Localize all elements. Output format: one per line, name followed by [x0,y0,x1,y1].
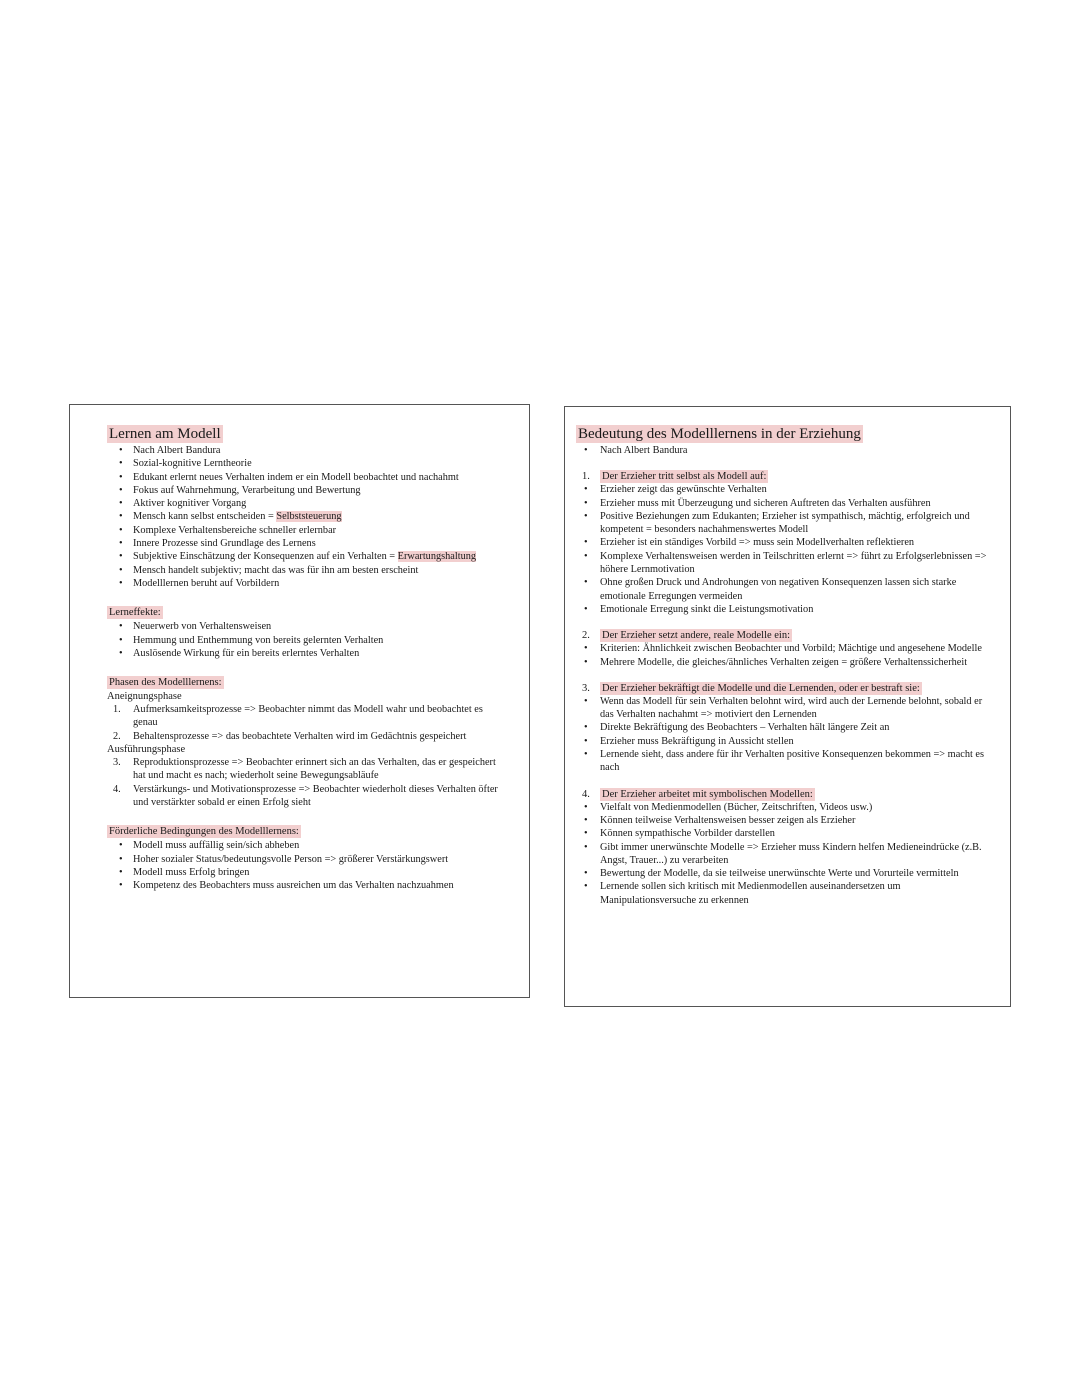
item-text: Mensch kann selbst entscheiden = [133,511,277,523]
section-list [576,483,990,616]
section-heading-text: Der Erzieher tritt selbst als Modell auf: [602,471,767,483]
section-heading-text: Der Erzieher arbeitet mit symbolischen Modellen: [602,788,813,800]
section-number: 1. [582,471,590,483]
list-item: • Edukant erlernt neues Verhalten indem er ein Modell beobachtet und nachahmt [107,471,509,484]
ausfuehrung-list [107,756,509,809]
list-item: • Komplexe Verhaltensweisen werden in Teilschritten erlernt => führt zu Erfolgserlebnissen => höhere Lernmotivation [576,550,990,577]
list-item: • Nach Albert Bandura [107,444,509,457]
list-item: • Erzieher zeigt das gewünschte Verhalten [576,483,990,496]
item-number: 3. [113,757,121,769]
section-heading [576,470,990,483]
aneignung-list [107,703,509,743]
list-item [107,510,509,523]
list-item: • Modell muss auffällig sein/sich abheben [107,839,509,852]
item-text: Subjektive Einschätzung der Konsequenzen auf ein Verhalten = [133,551,398,563]
item-text: Aufmerksamkeitsprozesse => Beobachter nimmt das Modell wahr und beobachtet es genau [133,704,483,729]
list-item: • Lernende sollen sich kritisch mit Medienmodellen auseinandersetzen um Manipulationsversuche zu erkennen [576,880,990,907]
section-number: 4. [582,788,590,800]
left-title: Lernen am Modell [109,426,221,442]
lerneffekte-heading: Lerneffekte: [109,607,161,619]
intro-list [107,444,509,590]
section-4 [576,788,990,907]
list-item: • Komplexe Verhaltensbereiche schneller erlernbar [107,524,509,537]
aneignungsphase-label: Aneignungsphase [107,691,182,703]
item-text: Behaltensprozesse => das beobachtete Verhalten wird im Gedächtnis gespeichert [133,730,467,742]
item-number: 1. [113,704,121,716]
list-item: • Mensch handelt subjektiv; macht das was für ihn am besten erscheint [107,564,509,577]
list-item: • Kriterien: Ähnlichkeit zwischen Beobachter und Vorbild; Mächtige und angesehene Modelle [576,642,990,655]
list-item: • Direkte Bekräftigung des Beobachters – Verhalten hält längere Zeit an [576,721,990,734]
list-item: • Positive Beziehungen zum Edukanten; Erzieher ist sympathisch, mächtig, erfolgreich und kompetent = besonders nachahmenswertes Modell [576,510,990,537]
section-heading [576,682,990,695]
list-item: • Hemmung und Enthemmung von bereits gelernten Verhalten [107,634,509,647]
list-item: • Modelllernen beruht auf Vorbildern [107,577,509,590]
list-item: • Bewertung der Modelle, da sie teilweise unerwünschte Werte und Vorurteile vermitteln [576,867,990,880]
list-item [107,756,509,783]
list-item: • Vielfalt von Medienmodellen (Bücher, Zeitschriften, Videos usw.) [576,801,990,814]
section-number: 2. [582,630,590,642]
phasen-heading: Phasen des Modelllernens: [109,677,222,689]
section-list [576,642,990,669]
section-1 [576,470,990,616]
highlight-erwartungshaltung: Erwartungshaltung [397,551,477,563]
list-item: • Kompetenz des Beobachters muss ausreichen um das Verhalten nachzuahmen [107,879,509,892]
list-item: • Erzieher muss Bekräftigung in Aussicht stellen [576,735,990,748]
section-heading-text: Der Erzieher setzt andere, reale Modelle ein: [602,630,791,642]
item-text: Verstärkungs- und Motivationsprozesse => Beobachter wiederholt dieses Verhalten öfter und verstärkter sobald er einen Erfolg sieht [133,783,498,808]
list-item: • Neuerwerb von Verhaltensweisen [107,620,509,633]
section-list [576,801,990,907]
right-intro-list [576,444,990,457]
list-item: • Wenn das Modell für sein Verhalten belohnt wird, wird auch der Lernende belohnt, sobald er das Verhalten nachahmt => motiviert den Lernenden [576,695,990,722]
item-text: Reproduktionsprozesse => Beobachter erinnert sich an das Verhalten, das er gespeichert hat und macht es nach; wiederholt seine Bewegungsabläufe [133,757,496,782]
bedingungen-heading: Förderliche Bedingungen des Modelllernens: [109,826,299,838]
list-item: • Emotionale Erregung sinkt die Leistungsmotivation [576,603,990,616]
section-heading-text: Der Erzieher bekräftigt die Modelle und die Lernenden, oder er bestraft sie: [602,682,920,694]
list-item: • Erzieher ist ein ständiges Vorbild => muss sein Modellverhalten reflektieren [576,536,990,549]
list-item: • Sozial-kognitive Lerntheorie [107,457,509,470]
list-item [107,703,509,730]
bedingungen-list [107,839,509,892]
list-item [107,550,509,563]
list-item [107,783,509,810]
list-item: • Lernende sieht, dass andere für ihr Verhalten positive Konsequenzen bekommen => macht es nach [576,748,990,775]
list-item: • Modell muss Erfolg bringen [107,866,509,879]
list-item: • Fokus auf Wahrnehmung, Verarbeitung und Bewertung [107,484,509,497]
list-item: • Nach Albert Bandura [576,444,990,457]
list-item [107,730,509,743]
list-item: • Können sympathische Vorbilder darstellen [576,827,990,840]
list-item: • Auslösende Wirkung für ein bereits erlerntes Verhalten [107,647,509,660]
highlight-selbststeuerung: Selbststeuerung [276,511,342,523]
item-number: 4. [113,783,121,795]
section-number: 3. [582,682,590,694]
item-number: 2. [113,730,121,742]
right-page-card [564,406,1011,1007]
section-list [576,695,990,775]
section-heading [576,629,990,642]
list-item: • Mehrere Modelle, die gleiches/ähnliches Verhalten zeigen = größere Verhaltenssicherheit [576,656,990,669]
list-item: • Erzieher muss mit Überzeugung und sicheren Auftreten das Verhalten ausführen [576,497,990,510]
section-2 [576,629,990,669]
list-item: • Aktiver kognitiver Vorgang [107,497,509,510]
section-heading [576,788,990,801]
list-item: • Gibt immer unerwünschte Modelle => Erzieher muss Kindern helfen Medieneindrücke (z.B. Angst, Trauer...) zu verarbeiten [576,841,990,868]
list-item: • Innere Prozesse sind Grundlage des Lernens [107,537,509,550]
list-item: • Ohne großen Druck und Androhungen von negativen Konsequenzen lassen sich starke emotionale Erregungen vermeiden [576,576,990,603]
ausfuehrungsphase-label: Ausführungsphase [107,744,186,756]
lerneffekte-list [107,620,509,660]
right-title: Bedeutung des Modelllernens in der Erziehung [578,426,861,442]
list-item: • Hoher sozialer Status/bedeutungsvolle Person => größerer Verstärkungswert [107,853,509,866]
section-3 [576,682,990,775]
list-item: • Können teilweise Verhaltensweisen besser zeigen als Erzieher [576,814,990,827]
left-page-card [69,404,530,998]
